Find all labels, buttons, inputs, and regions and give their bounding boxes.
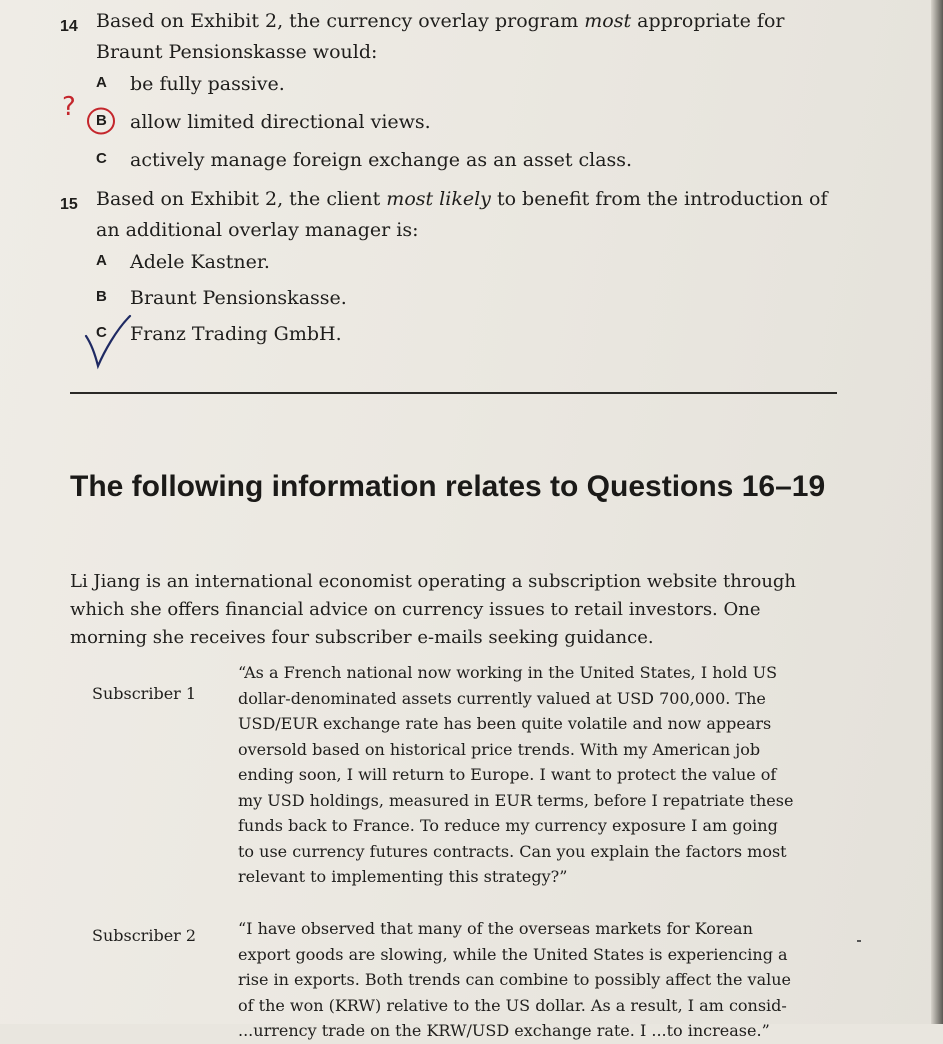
handwritten-question-mark: ? xyxy=(62,92,76,122)
subscriber-1-text: “As a French national now working in the United States, I hold US dollar-denominated assets currently valued at USD 700,000. The USD/EUR exchange rate has been quite volatile and now appears oversold based on historical price trends. With my American job ending soon, I will return to Europe. I want to protect the value of my USD holdings, measured in EUR terms, before I repatriate these funds back to France. To reduce my currency exposure I am going to use currency futures contracts. Can you explain the factors most relevant to implementing this strategy?” xyxy=(238,663,794,886)
question-number: 14 xyxy=(60,18,78,35)
subscriber-2-label: Subscriber 2 xyxy=(92,926,197,945)
question-stem: Based on Exhibit 2, the client most likely to benefit from the introduction of an additional overlay manager is: xyxy=(96,188,828,241)
question-stem: Based on Exhibit 2, the currency overlay program most appropriate for Braunt Pensionskasse would: xyxy=(96,10,785,63)
question-number: 15 xyxy=(60,196,78,213)
checkmark-icon xyxy=(82,312,134,374)
margin-dash xyxy=(857,940,861,942)
circle-mark-icon xyxy=(84,104,118,138)
book-page: 14 Based on Exhibit 2, the currency overlay program most appropriate for Braunt Pensionskasse would: A be fully passive. B allow limited directional views. C actively manage foreign exchange as an asset class. ? 15 Based on Exhibit 2, the client most likely to benefit from the introduction of an additional overlay manager is: A Adele Kastner. B Braunt Pensionskasse. C Franz Trading GmbH. The following information relates to Questions 16–19 Li Jiang is an international economist operating a subscription website through which she offers financial advice on currency issues to retail investors. One morning she receives four subscriber e-mails seeking guidance. Subscriber 1 “As a French national now working in the United States, I hold US dollar-denominated assets currently valued at USD 700,000. The USD/EUR exchange rate has been quite volatile and now appears oversold based on historical price trends. With my American job ending soon, I will return to Europe. I want to protect the value of my USD holdings, measured in EUR terms, before I repatriate these funds back to France. To reduce my currency exposure I am going to use currency futures contracts. Can you explain the factors most relevant to implementing this strategy?” Subscriber 2 “I have observed that many of the overseas markets for Korean export goods are slowing, while the United States is experiencing a rise in exports. Both trends can combine to possibly affect the value of the won (KRW) relative to the US dollar. As a result, I am consid- ...urrency trade on the KRW/USD exchange rate. I ...to increase.” xyxy=(0,0,943,1024)
section-heading: The following information relates to Questions 16–19 xyxy=(70,470,826,503)
page-edge-shadow xyxy=(931,0,943,1024)
subscriber-2-text: “I have observed that many of the overseas markets for Korean export goods are slowing, while the United States is experiencing a rise in exports. Both trends can combine to possibly affect the value of the won (KRW) relative to the US dollar. As a result, I am consid- ...urrency trade on the KRW/USD exchange rate. I ...to increase.” xyxy=(238,919,791,1040)
intro-paragraph: Li Jiang is an international economist operating a subscription website through which she offers financial advice on currency issues to retail investors. One morning she receives four subscriber e-mails seeking guidance. xyxy=(70,571,797,648)
section-divider xyxy=(70,392,837,394)
subscriber-1-label: Subscriber 1 xyxy=(92,684,197,703)
